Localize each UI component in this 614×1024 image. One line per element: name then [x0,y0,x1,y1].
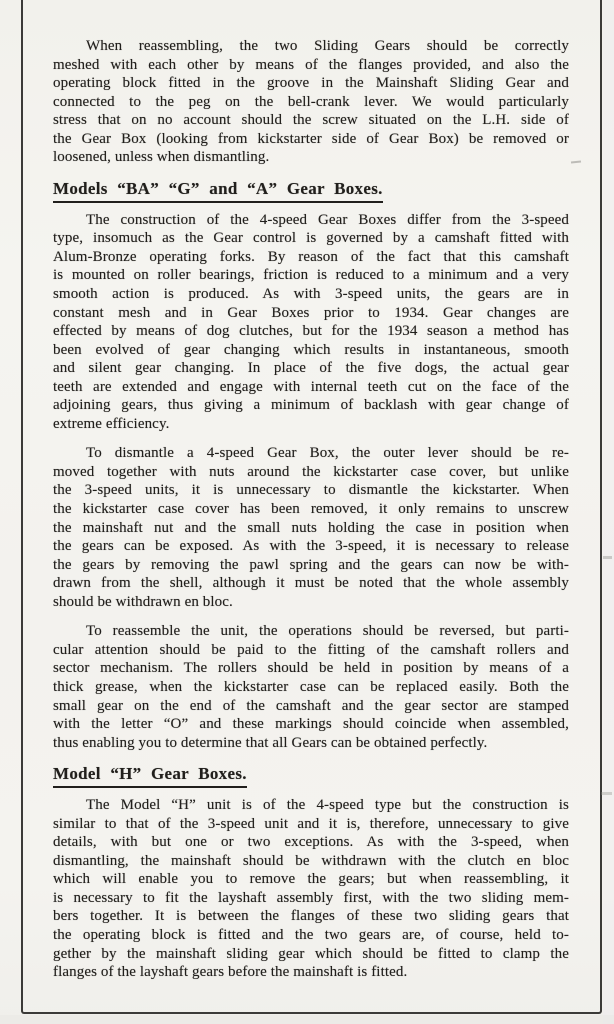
text-line: details, with but one or two exceptions. As with the 3-speed, when [53,834,569,851]
paragraph-reassemble-unit [53,622,569,752]
section-heading-models-ba-g-a [53,178,569,203]
text-line: dismantling, the mainshaft should be withdrawn with the clutch en bloc [53,852,569,869]
text-line: stress that on no account should the screw situated on the L.H. side of [53,112,569,129]
text-line: cular attention should be paid to the fitting of the camshaft rollers and [53,641,569,658]
text-line: type, insomuch as the Gear control is governed by a camshaft fitted with [53,230,569,247]
scan-edge-shade-bottom [0,1015,614,1024]
text-line: the Gear Box (looking from kickstarter side of Gear Box) be removed or [53,130,569,147]
paragraph-reassembly-sliding-gears [53,37,569,167]
text-line: teeth are extended and engage with internal teeth cut on the face of the [53,378,569,395]
text-line: When reassembling, the two Sliding Gears should be correctly [86,38,569,54]
text-line: thus enabling you to determine that all Gears can be obtained perfectly. [53,734,488,751]
text-line: with the letter “O” and these markings should coincide when assembled, [53,716,569,733]
text-line: the kickstarter case cover has been removed, it only remains to unscrew [53,501,569,518]
heading-text-model-h: Model “H” Gear Boxes. [53,763,247,788]
text-line: To dismantle a 4-speed Gear Box, the outer lever should be re- [86,445,569,462]
text-line: drawn from the shell, although it must be noted that the whole assembly [53,575,569,592]
paragraph-4-speed-construction [53,211,569,434]
text-line: adjoining gears, thus giving a minimum of backlash with gear change of [53,397,569,414]
scan-artifact-dash [571,160,581,163]
text-line: should be withdrawn en bloc. [53,593,233,610]
text-line: the mainshaft nut and the small nuts holding the case in position when [53,519,569,536]
text-line: effected by means of dog clutches, but for the 1934 season a method has [53,323,569,340]
text-line: flanges of the layshaft gears before the mainshaft is fitted. [53,964,408,981]
text-line: bers together. It is between the flanges of these two sliding gears that [53,908,569,925]
text-line: is mounted on roller bearings, friction is reduced to a minimum and a very [53,267,569,284]
text-line: extreme efficiency. [53,415,170,432]
text-line: is necessary to fit the layshaft assembly first, with the two sliding mem- [53,889,569,906]
page-text-block [53,37,569,993]
scan-artifact-tick [603,556,612,559]
text-line: sector mechanism. The rollers should be held in position by means of a [53,660,569,677]
text-line: similar to that of the 3-speed unit and it is, therefore, unnecessary to give [53,815,569,832]
text-line: constant mesh and in Gear Boxes prior to 1934. Gear changes are [53,304,569,321]
paragraph-dismantle-4-speed [53,444,569,611]
text-line: which will enable you to remove the gears; but when reassembling, it [53,871,569,888]
paragraph-model-h-details [53,796,569,981]
text-line: meshed with each other by means of the flanges provided, and also the [53,56,569,73]
text-line: smooth action is produced. As with 3-speed units, the gears are in [53,286,569,303]
text-line: The construction of the 4-speed Gear Boxes differ from the 3-speed [86,211,569,228]
text-line: operating block fitted in the groove in the Mainshaft Sliding Gear and [53,75,569,92]
text-line: the 3-speed units, it is unnecessary to dismantle the kickstarter. When [53,482,569,499]
text-line: thick grease, when the kickstarter case can be replaced easily. Both the [53,678,569,695]
text-line: moved together with nuts around the kickstarter case cover, but unlike [53,463,569,480]
scan-artifact-tick [601,792,612,795]
scan-edge-shade-right [603,0,614,1024]
section-heading-model-h [53,763,569,788]
text-line: the operating block is fitted and the two gears are, of course, held to- [53,926,569,943]
text-line: Alum-Bronze operating forks. By reason of the fact that this camshaft [53,248,569,265]
text-line: the gears can be exposed. As with the 3-speed, it is necessary to release [53,538,569,555]
heading-text-models-ba-g-a: Models “BA” “G” and “A” Gear Boxes. [53,178,383,203]
text-line: To reassemble the unit, the operations should be reversed, but parti- [86,623,569,640]
text-line: connected to the peg on the bell-crank lever. We would particularly [53,93,569,110]
text-line: the gears by removing the pawl spring and the gears can now be with- [53,556,569,573]
text-line: small gear on the end of the camshaft and the gear sector are stamped [53,697,569,714]
text-line: The Model “H” unit is of the 4-speed type but the construction is [86,797,569,814]
text-line: gether by the mainshaft sliding gear which should be fitted to clamp the [53,945,569,962]
text-line: loosened, unless when dismantling. [53,149,270,166]
text-line: been evolved of gear changing which results in instantaneous, smooth [53,341,569,358]
text-line: and silent gear changing. In place of the five dogs, the actual gear [53,360,569,377]
